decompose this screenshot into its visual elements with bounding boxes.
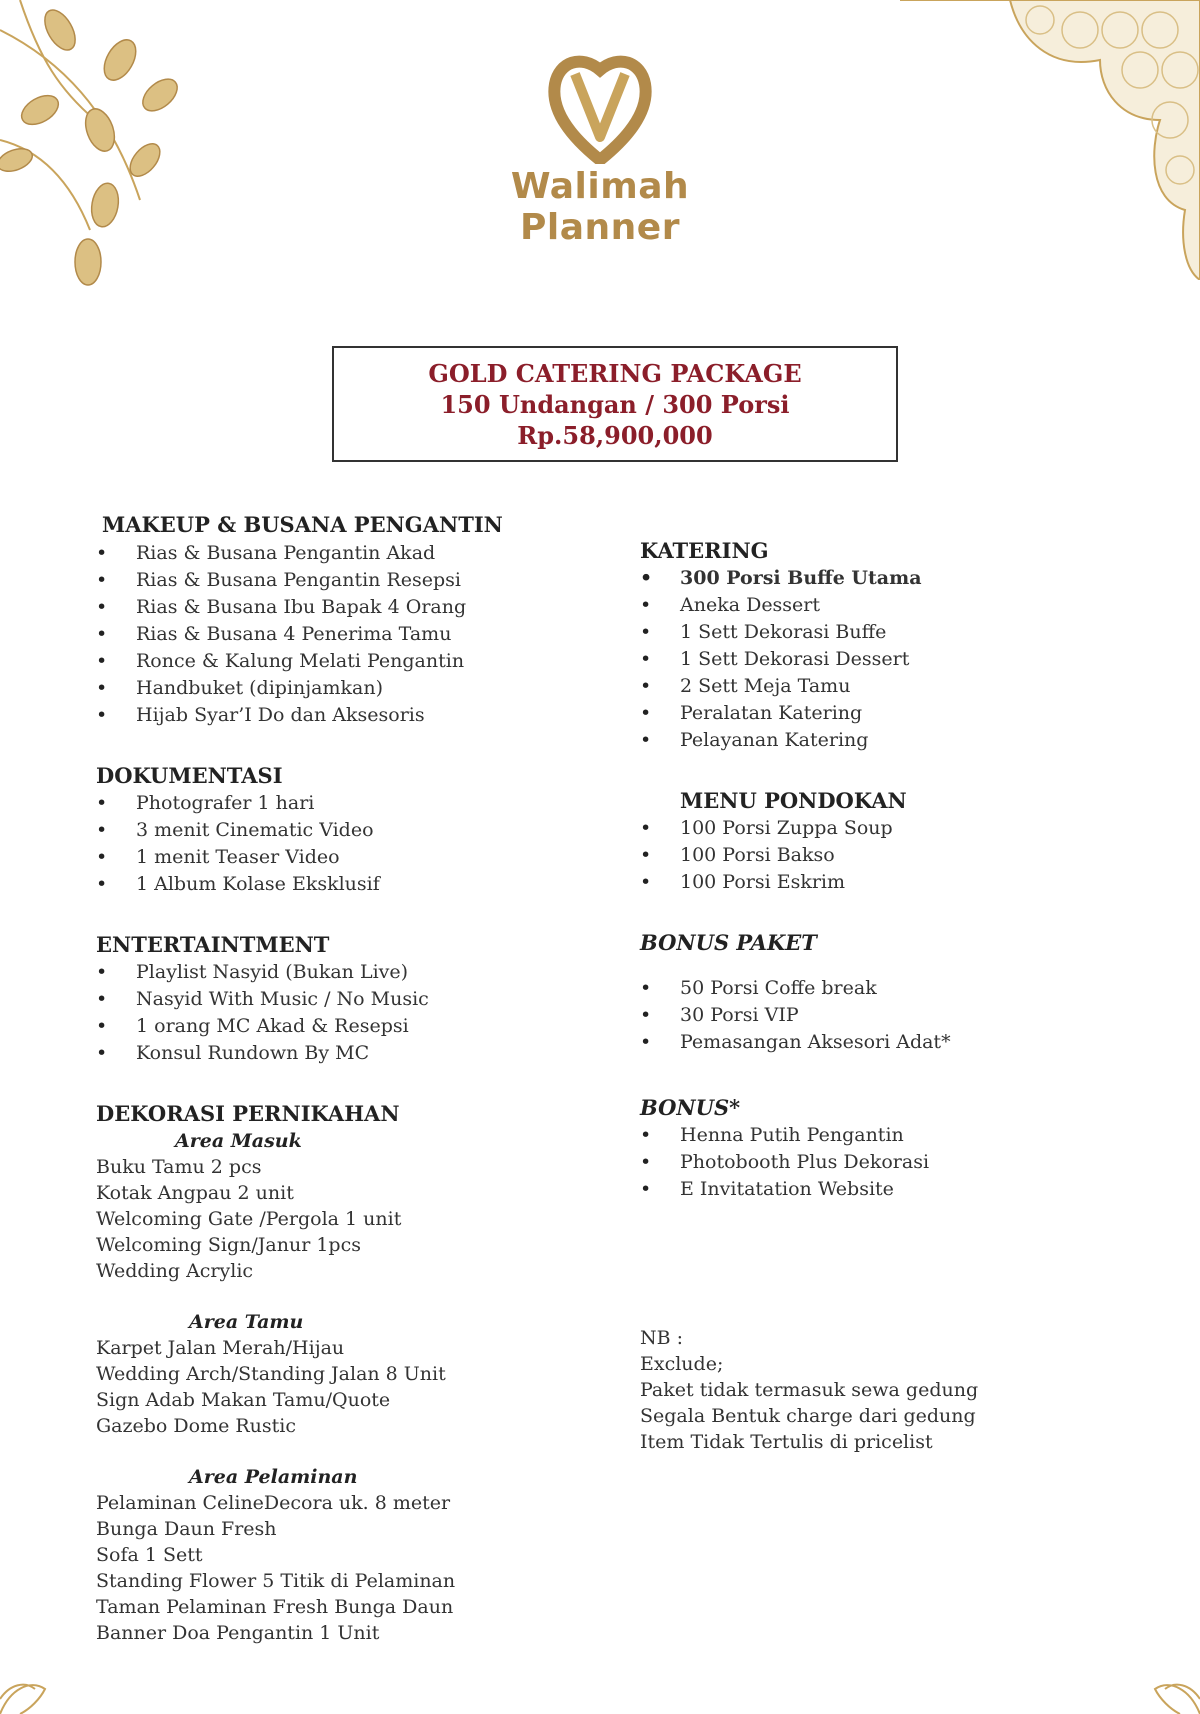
list-item: Standing Flower 5 Titik di Pelaminan bbox=[96, 1570, 456, 1592]
list-item: • 1 Album Kolase Eksklusif bbox=[96, 871, 596, 898]
dokumentasi-section bbox=[96, 762, 596, 898]
list-item: • 1 orang MC Akad & Resepsi bbox=[96, 1013, 596, 1040]
list-item: • Pemasangan Aksesori Adat* bbox=[640, 1029, 1160, 1056]
section-heading: DEKORASI PERNIKAHAN bbox=[96, 1101, 400, 1126]
list-item: Gazebo Dome Rustic bbox=[96, 1415, 297, 1437]
section-heading: MAKEUP & BUSANA PENGANTIN bbox=[102, 512, 503, 537]
list-item: • 2 Sett Meja Tamu bbox=[640, 673, 1160, 700]
walimah-planner-logo-icon bbox=[545, 52, 655, 164]
list-item: • Rias & Busana Pengantin Resepsi bbox=[96, 567, 596, 594]
area-tamu-title: Area Tamu bbox=[189, 1311, 304, 1333]
list-item: Karpet Jalan Merah/Hijau bbox=[96, 1337, 345, 1359]
list-item: Buku Tamu 2 pcs bbox=[96, 1156, 262, 1178]
section-heading: ENTERTAINTMENT bbox=[96, 932, 330, 957]
list-item: • Photografer 1 hari bbox=[96, 790, 596, 817]
makeup-section bbox=[102, 511, 602, 539]
gold-ornament-decoration-top-right bbox=[900, 0, 1200, 280]
area-pelaminan-title: Area Pelaminan bbox=[189, 1466, 358, 1488]
bonus-paket-section bbox=[640, 929, 1160, 1056]
list-item: • 1 menit Teaser Video bbox=[96, 844, 596, 871]
gold-flower-decoration-bottom-right bbox=[1140, 1659, 1200, 1714]
area-masuk-title: Area Masuk bbox=[175, 1130, 302, 1152]
makeup-list bbox=[96, 540, 596, 729]
list-item: • 50 Porsi Coffe break bbox=[640, 975, 1160, 1002]
gold-flower-decoration-bottom-left bbox=[0, 1659, 60, 1714]
list-item: • Hijab Syar’I Do dan Aksesoris bbox=[96, 702, 596, 729]
section-heading: DOKUMENTASI bbox=[96, 763, 283, 788]
gold-leaves-decoration-top-left bbox=[0, 0, 220, 300]
section-heading: KATERING bbox=[640, 538, 769, 563]
nb-line: Segala Bentuk charge dari gedung bbox=[640, 1405, 976, 1427]
katering-section bbox=[640, 537, 1160, 754]
list-item: • Handbuket (dipinjamkan) bbox=[96, 675, 596, 702]
list-item: • 3 menit Cinematic Video bbox=[96, 817, 596, 844]
nb-section bbox=[640, 1325, 1160, 1455]
list-item: • Rias & Busana Pengantin Akad bbox=[96, 540, 596, 567]
entertainment-section bbox=[96, 931, 596, 1067]
list-item: • 300 Porsi Buffe Utama bbox=[640, 565, 1160, 592]
list-item: • 100 Porsi Eskrim bbox=[640, 869, 1160, 896]
list-item: Sofa 1 Sett bbox=[96, 1544, 203, 1566]
list-item: Welcoming Gate /Pergola 1 unit bbox=[96, 1208, 402, 1230]
list-item: Bunga Daun Fresh bbox=[96, 1518, 277, 1540]
list-item: • Playlist Nasyid (Bukan Live) bbox=[96, 959, 596, 986]
section-heading: BONUS* bbox=[640, 1095, 741, 1120]
bonus-section bbox=[640, 1094, 1160, 1203]
list-item: • E Invitatation Website bbox=[640, 1176, 1160, 1203]
package-guests: 150 Undangan / 300 Porsi bbox=[440, 390, 790, 419]
list-item: Welcoming Sign/Janur 1pcs bbox=[96, 1234, 361, 1256]
nb-line: Paket tidak termasuk sewa gedung bbox=[640, 1379, 979, 1401]
list-item: • Konsul Rundown By MC bbox=[96, 1040, 596, 1067]
nb-line: Item Tidak Tertulis di pricelist bbox=[640, 1431, 933, 1453]
list-item: • Nasyid With Music / No Music bbox=[96, 986, 596, 1013]
list-item: • 100 Porsi Zuppa Soup bbox=[640, 815, 1160, 842]
list-item: • 100 Porsi Bakso bbox=[640, 842, 1160, 869]
list-item: • Henna Putih Pengantin bbox=[640, 1122, 1160, 1149]
list-item: Taman Pelaminan Fresh Bunga Daun bbox=[96, 1596, 454, 1618]
package-title: GOLD CATERING PACKAGE bbox=[428, 359, 802, 388]
dekorasi-section bbox=[96, 1100, 596, 1646]
package-title-box bbox=[332, 346, 898, 462]
list-item: • Rias & Busana Ibu Bapak 4 Orang bbox=[96, 594, 596, 621]
list-item: Banner Doa Pengantin 1 Unit bbox=[96, 1622, 380, 1644]
list-item: Wedding Arch/Standing Jalan 8 Unit bbox=[96, 1363, 446, 1385]
package-price: Rp.58,900,000 bbox=[517, 421, 713, 450]
list-item: • 30 Porsi VIP bbox=[640, 1002, 1160, 1029]
brand-logo bbox=[430, 52, 770, 248]
section-heading: MENU PONDOKAN bbox=[680, 788, 907, 813]
brand-name: Walimah Planner bbox=[510, 166, 690, 248]
list-item: • Aneka Dessert bbox=[640, 592, 1160, 619]
nb-heading: NB : bbox=[640, 1327, 684, 1349]
list-item: • Rias & Busana 4 Penerima Tamu bbox=[96, 621, 596, 648]
list-item: • Photobooth Plus Dekorasi bbox=[640, 1149, 1160, 1176]
list-item: • 1 Sett Dekorasi Dessert bbox=[640, 646, 1160, 673]
list-item: • Peralatan Katering bbox=[640, 700, 1160, 727]
list-item: Wedding Acrylic bbox=[96, 1260, 254, 1282]
list-item: Kotak Angpau 2 unit bbox=[96, 1182, 294, 1204]
nb-line: Exclude; bbox=[640, 1353, 724, 1375]
list-item: Pelaminan CelineDecora uk. 8 meter bbox=[96, 1492, 451, 1514]
list-item: • Ronce & Kalung Melati Pengantin bbox=[96, 648, 596, 675]
list-item: • 1 Sett Dekorasi Buffe bbox=[640, 619, 1160, 646]
menu-pondokan-section bbox=[640, 787, 1160, 896]
list-item: • Pelayanan Katering bbox=[640, 727, 1160, 754]
list-item: Sign Adab Makan Tamu/Quote bbox=[96, 1389, 391, 1411]
section-heading: BONUS PAKET bbox=[640, 930, 817, 955]
